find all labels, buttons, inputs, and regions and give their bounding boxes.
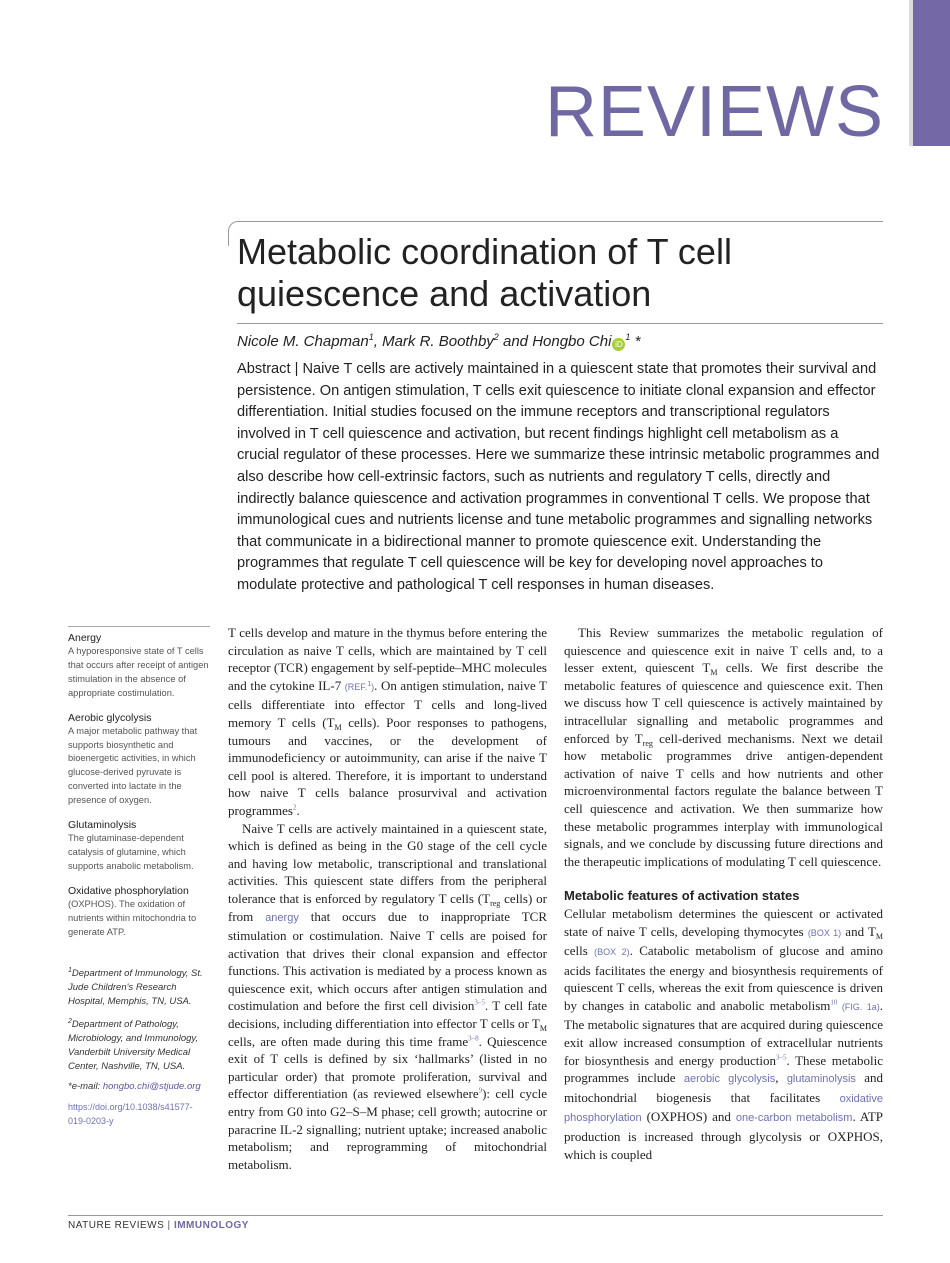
body-column-2 [564,624,883,1163]
glossary-term: Anergy [68,632,102,644]
author-1[interactable]: Nicole M. Chapman [237,333,369,350]
glossary-entry [68,818,210,874]
citation[interactable]: 3–5 [776,1053,787,1062]
title-line-1: Metabolic coordination of T cell [237,231,732,272]
glossary-term: Aerobic glycolysis [68,711,152,724]
citation[interactable]: 9 [478,1087,483,1096]
author-2-affil: 2 [493,332,499,342]
glossary-term: Glutaminolysis [68,819,137,832]
citation[interactable]: 2 [292,803,297,812]
abstract [237,359,883,597]
footer-separator: | [164,1220,174,1231]
box-link[interactable]: (BOX 1) [807,927,842,938]
abstract-label: Abstract | [237,361,303,377]
paragraph: Cellular metabolism determines the quiescent or activated state of naive T cells, developing thymocytes (BOX 1) and $T_M$ cells (BOX 2). Catabolic metabolism of glucose and amino acids facilitates the energy and biosynthesis requirements of quiescent T cells, whereas the exit from quiescence is driven by changes in catabolic and anabolic metabolism$^{10}$ (FIG. 1a). The metabolic signatures that are acquired during quiescence exit allow increased consumption of extracellular nutrients for biosynthesis and energy production$^{3-5}$. These metabolic programmes include aerobic glycolysis, glutaminolysis and mitochondrial biogenesis that facilitates oxidative phosphorylation (OXPHOS) and one-carbon metabolism. ATP production is increased through glycolysis or OXPHOS, which is coupled [564,905,884,1162]
corresponding-star: * [630,333,641,350]
title-rule [237,221,883,222]
affiliation-number: 2 [68,1017,72,1025]
article-title [237,231,877,315]
sidebar [68,626,210,1128]
journal-name: NATURE REVIEWS [68,1220,165,1231]
journal-subject: IMMUNOLOGY [173,1220,249,1231]
glossary-entry [68,884,210,940]
affiliation-text: Department of Immunology, St. Jude Children's Research Hospital, Memphis, TN, USA. [68,967,203,1007]
sidebar-rule [68,626,210,627]
glossary-entry [68,711,210,808]
abstract-text: Naive T cells are actively maintained in a quiescent state that promotes their survival and persistence. On antigen stimulation, T cells exit quiescence to initiate clonal expansion and effector differentiation. Initial studies focused on the immune receptors and transcriptional regulators involved in T cell quiescence and activation, but recent findings highlight cell metabolism as a crucial regulator of these processes. Here we summarize these intrinsic metabolic programmes and also describe how cell-extrinsic factors, such as nutrients and regulatory T cells, directly and indirectly balance quiescence and activation programmes in conventional T cells. We propose that immunological cues and nutrients license and tune metabolic programmes and signalling networks that communicate in a bidirectional manner to promote quiescence exit. Understanding the programmes that regulate T cell quiescence will be key for developing novel approaches to modulate protective and pathological T cell responses in human diseases. [237,361,880,593]
affiliation-text: Department of Pathology, Microbiology, and Immunology, Vanderbilt University Medical Center, Nashville, TN, USA. [68,1018,199,1072]
title-line-2: quiescence and activation [237,273,652,314]
author-3[interactable]: Hongbo Chi [532,333,612,350]
glossary-entry [68,631,210,701]
figure-link[interactable]: (FIG. 1a) [837,1001,880,1012]
affiliation-2 [68,1015,210,1074]
header-tab [913,0,950,146]
author-separator: , [373,333,383,350]
author-separator: and [498,333,533,350]
journal-footer [68,1220,249,1231]
orcid-icon[interactable]: iD [612,338,625,351]
glossary-link[interactable]: anergy [265,911,299,924]
glossary-definition: (OXPHOS). The oxidation of nutrients within mitochondria to generate ATP. [68,898,197,937]
affiliation-1 [68,964,210,1009]
author-1-affil: 1 [368,332,374,342]
author-2[interactable]: Mark R. Boothby [382,333,494,350]
citation[interactable]: 3–8 [468,1034,479,1043]
email-link[interactable]: hongbo.chi@stjude.org [102,1080,201,1092]
affiliation-number: 1 [68,966,72,974]
affiliations [68,964,210,1128]
box-link[interactable]: (BOX 2) [594,947,630,958]
author-rule [237,323,883,324]
glossary-term: Oxidative phosphorylation [68,884,189,897]
glossary-definition: The glutaminase-dependent catalysis of glutamine, which supports anabolic metabolism. [68,833,194,871]
section-heading: Metabolic features of activation states [564,888,800,904]
email-label: *e-mail: [68,1080,103,1092]
author-list [237,332,640,351]
footer-rule [68,1215,883,1216]
glossary-link[interactable]: oxidative phosphorylation [564,1092,883,1125]
glossary-link[interactable]: one-carbon metabolism [735,1112,853,1125]
glossary-definition: A hyporesponsive state of T cells that occurs after receipt of antigen stimulation in the absence of appropriate costimulation. [68,646,209,698]
author-3-affil: 1 [625,332,631,342]
body-column-1 [228,624,547,1173]
doi-link[interactable]: https://doi.org/10.1038/s41577-019-0203-y [68,1101,193,1126]
glossary-link[interactable]: aerobic glycolysis [683,1073,776,1086]
section-label: REVIEWS [544,72,884,152]
paragraph: This Review summarizes the metabolic regulation of quiescence and quiescence exit in naive T cells and, to a lesser extent, quiescent $T_M$ cells. We first describe the metabolic features of quiescence and quiescence exit. Then we discuss how T cell quiescence is actively maintained by intracellular signalling and metabolic programmes and enforced by $T_{reg}$ cell-derived mechanisms. Next we detail how metabolic programmes drive antigen-dependent activation of naive T cells and how nutrients and other microenvironmental factors regulate the balance between T cell quiescence and activation. We then summarize how these metabolic programmes interplay with immunological signals, and we conclude by discussing future directions and the therapeutic implications of modulating T cell quiescence. [564,625,883,869]
reference-link[interactable]: (REF.$^1$) [344,680,375,692]
glossary-link[interactable]: glutaminolysis [786,1073,856,1086]
citation[interactable]: 3–5 [474,999,485,1008]
glossary-definition: A major metabolic pathway that supports biosynthetic and bioenergetic activities, in which glucose-derived pyruvate is converted into lactate in the presence of oxygen. [68,725,198,806]
correspondence [68,1080,210,1094]
paragraph: T cells develop and mature in the thymus before entering the circulation as naive T cells, which are maintained by T cell receptor (TCR) engagement by self-peptide–MHC molecules and the cytokine IL-7 (REF.$^1$). On antigen stimulation, naive T cells differentiate into effector T cells and long-lived memory T cells ($T_M$ cells). Poor responses to pathogens, tumours and vaccines, or the development of immunodeficiency or autoimmunity, can arise if the naive T cell pool is altered. Therefore, it is important to understand how naive T cells balance prosurvival and activation programmes$^2$. [228,625,547,818]
paragraph: Naive T cells are actively maintained in a quiescent state, which is defined as being in the G0 stage of the cell cycle and having low metabolic, transcriptional and translational activities. This quiescent state differs from the peripheral tolerance that is enforced by regulatory T cells ($T_{reg}$ cells) or from anergy that occurs due to inappropriate TCR stimulation or costimulation. Naive T cells are poised for activation that drives their clonal expansion and effector functions. This activation is mediated by a process known as quiescence exit, which occurs after antigen stimulation and costimulation and before the first cell division$^{3-5}$. T cell fate decisions, including differentiation into effector T cells or $T_M$ cells, are often made during this time frame$^{3-8}$. Quiescence exit of T cells is defined by six ‘hallmarks’ (listed in no particular order) that promote proliferation, survival and effector differentiation (as reviewed elsewhere$^9$): cell cycle entry from G0 into G2–S–M phase; cell growth; autocrine or paracrine IL-2 signalling; nutrient uptake; increased anabolic metabolism; and reprogramming of mitochondrial metabolism. [228,820,547,1172]
citation[interactable]: 10 [830,998,838,1007]
